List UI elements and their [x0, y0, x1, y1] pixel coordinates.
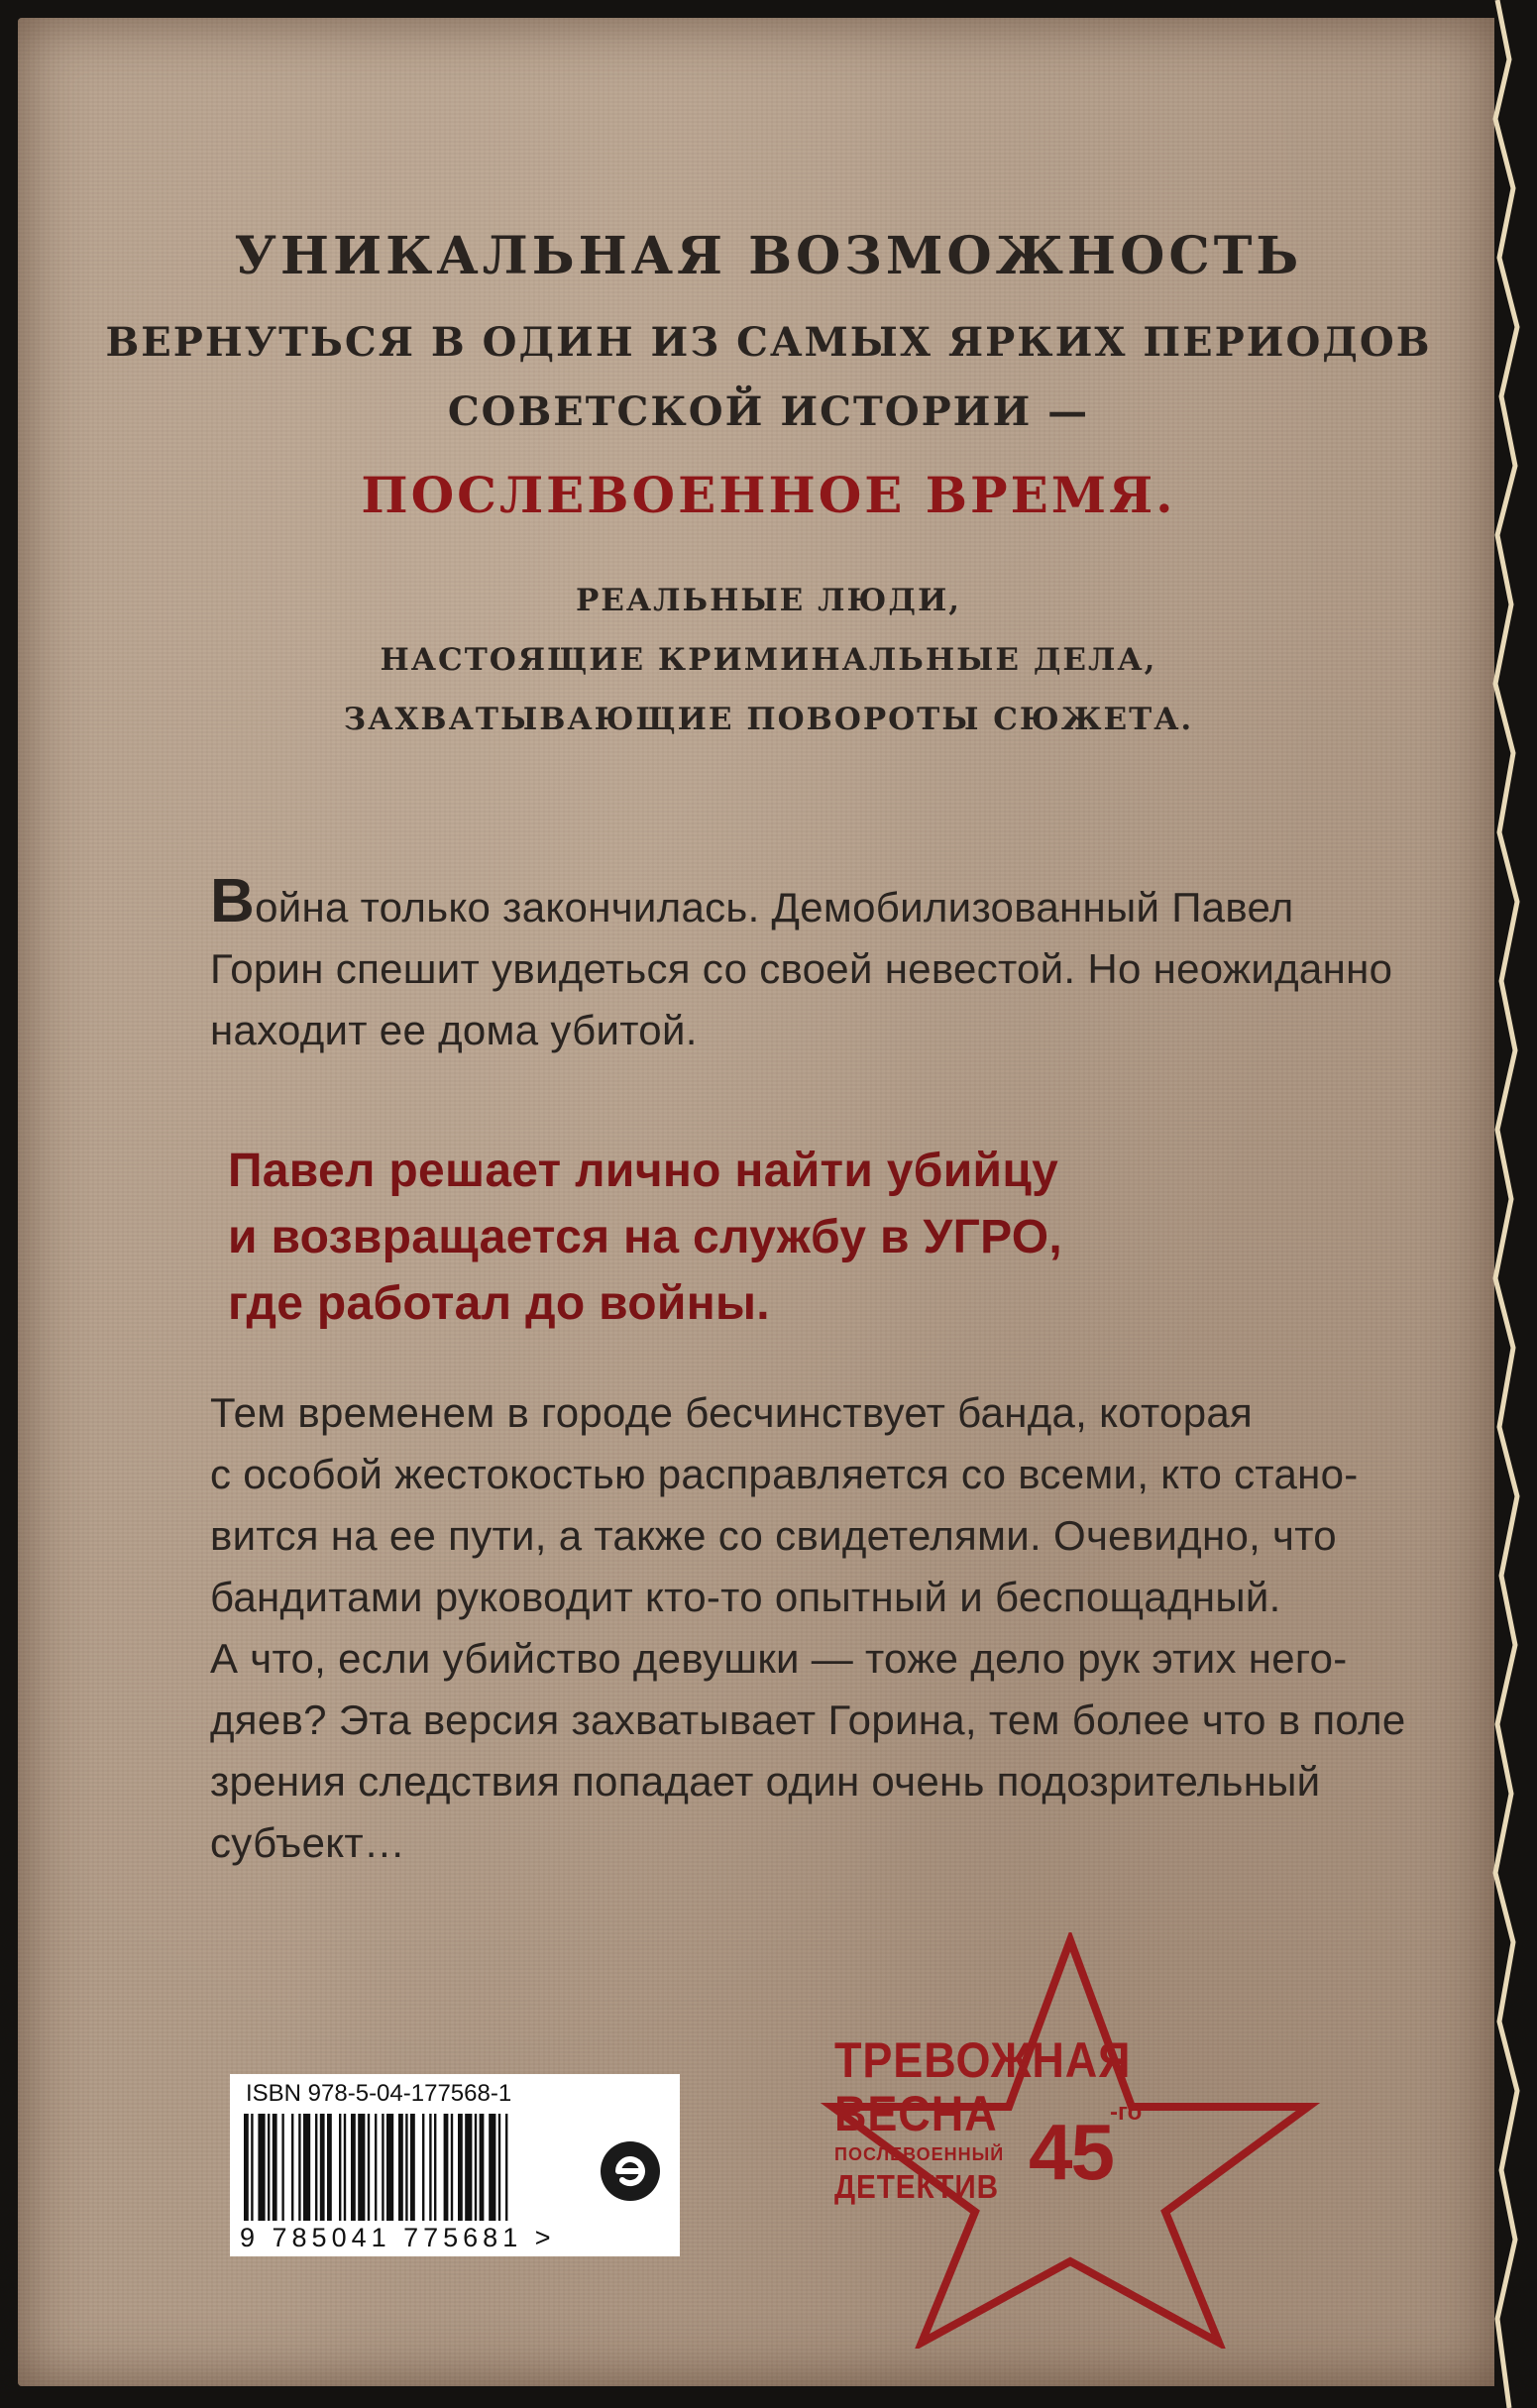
barcode-bar [344, 2114, 346, 2221]
barcode-bar [339, 2114, 341, 2221]
barcode-bar [258, 2114, 265, 2221]
barcode-digits: 9 785041 775681 > [240, 2223, 556, 2252]
barcode-bar [398, 2114, 403, 2221]
barcode-bar [375, 2114, 377, 2221]
barcode-bar [320, 2114, 325, 2221]
barcode-bar [480, 2114, 485, 2221]
barcode-bar [429, 2114, 431, 2221]
barcode-bar [451, 2114, 453, 2221]
plot-line: с особой жестокостью расправляется со всеми, кто стано- [210, 1451, 1359, 1497]
plot-line: вится на ее пути, а также со свидетелями. Очевидно, что [210, 1512, 1337, 1559]
barcode-bar [315, 2114, 317, 2221]
barcode-bar [351, 2114, 356, 2221]
plot-line: дяев? Эта версия захватывает Горина, тем более что в поле [210, 1697, 1406, 1743]
barcode-bar [505, 2114, 507, 2221]
barcode [244, 2114, 601, 2221]
barcode-bar [444, 2114, 449, 2221]
plot-line: Тем временем в городе бесчинствует банда, которая [210, 1389, 1254, 1436]
drop-cap: В [210, 867, 256, 935]
barcode-bar [475, 2114, 477, 2221]
highlight-line-3: где работал до войны. [228, 1277, 770, 1330]
intro-line-2: Горин спешит увидеться со своей невестой. Но неожиданно [210, 945, 1393, 992]
barcode-bar [303, 2114, 310, 2221]
plot-line: А что, если убийство девушки — тоже дело рук этих него- [210, 1635, 1348, 1682]
barcode-bar [489, 2114, 495, 2221]
barcode-bar [327, 2114, 332, 2221]
intro-paragraph [210, 867, 1393, 1061]
barcode-bar [386, 2114, 393, 2221]
subheader-line-1: РЕАЛЬНЫЕ ЛЮДИ, [575, 583, 962, 618]
barcode-bar [268, 2114, 270, 2221]
isbn-label: ISBN 978-5-04-177568-1 [246, 2080, 512, 2107]
isbn-barcode-box [230, 2074, 680, 2256]
highlight-paragraph [228, 1138, 1377, 1337]
barcode-bar [291, 2114, 293, 2221]
plot-line: зрения следствия попадает один очень подозрительный [210, 1758, 1321, 1805]
subheader-line-2: НАСТОЯЩИЕ КРИМИНАЛЬНЫЕ ДЕЛА, [380, 642, 1157, 678]
barcode-bar [358, 2114, 365, 2221]
series-title-line-1: ТРЕВОЖНАЯ [834, 2032, 1132, 2088]
highlight-line-1: Павел решает лично найти убийцу [228, 1145, 1059, 1197]
series-emblem [813, 1932, 1328, 2349]
intro-line-3: находит ее дома убитой. [210, 1007, 698, 1053]
series-number: 45 [1029, 2108, 1113, 2196]
series-title-line-2: ВЕСНА [834, 2086, 998, 2141]
barcode-bar [273, 2114, 277, 2221]
header-line-3: СОВЕТСКОЙ ИСТОРИИ — [447, 388, 1090, 435]
barcode-bar [251, 2114, 253, 2221]
barcode-bar [410, 2114, 415, 2221]
barcode-bar [422, 2114, 424, 2221]
plot-line: бандитами руководит кто-то опытный и беспощадный. [210, 1574, 1281, 1620]
series-number-suffix: -го [1110, 2099, 1143, 2126]
highlight-line-2: и возвращается на службу в УГРО, [228, 1211, 1063, 1263]
header-highlight: ПОСЛЕВОЕННОЕ ВРЕМЯ. [361, 466, 1176, 524]
barcode-bar [434, 2114, 436, 2221]
barcode-bar [298, 2114, 300, 2221]
barcode-bar [244, 2114, 249, 2221]
plot-line: субъект… [210, 1819, 406, 1866]
series-subtitle: ПОСЛЕВОЕННЫЙ [834, 2144, 1005, 2164]
header-line-2: ВЕРНУТЬСЯ В ОДИН ИЗ САМЫХ ЯРКИХ ПЕРИОДОВ [105, 319, 1432, 366]
barcode-bar [281, 2114, 283, 2221]
barcode-bar [368, 2114, 370, 2221]
barcode-bar [465, 2114, 472, 2221]
intro-line-1: ойна только закончилась. Демобилизованный Павел [255, 884, 1294, 930]
publisher-logo-icon [599, 2139, 662, 2203]
barcode-bar [405, 2114, 407, 2221]
barcode-bar [382, 2114, 384, 2221]
plot-paragraph [210, 1382, 1406, 1874]
header-title: УНИКАЛЬНАЯ ВОЗМОЖНОСТЬ [234, 226, 1303, 286]
series-genre: ДЕТЕКТИВ [834, 2168, 999, 2205]
barcode-bar [458, 2114, 463, 2221]
subheader-line-3: ЗАХВАТЫВАЮЩИЕ ПОВОРОТЫ СЮЖЕТА. [343, 702, 1194, 737]
barcode-bar [498, 2114, 500, 2221]
